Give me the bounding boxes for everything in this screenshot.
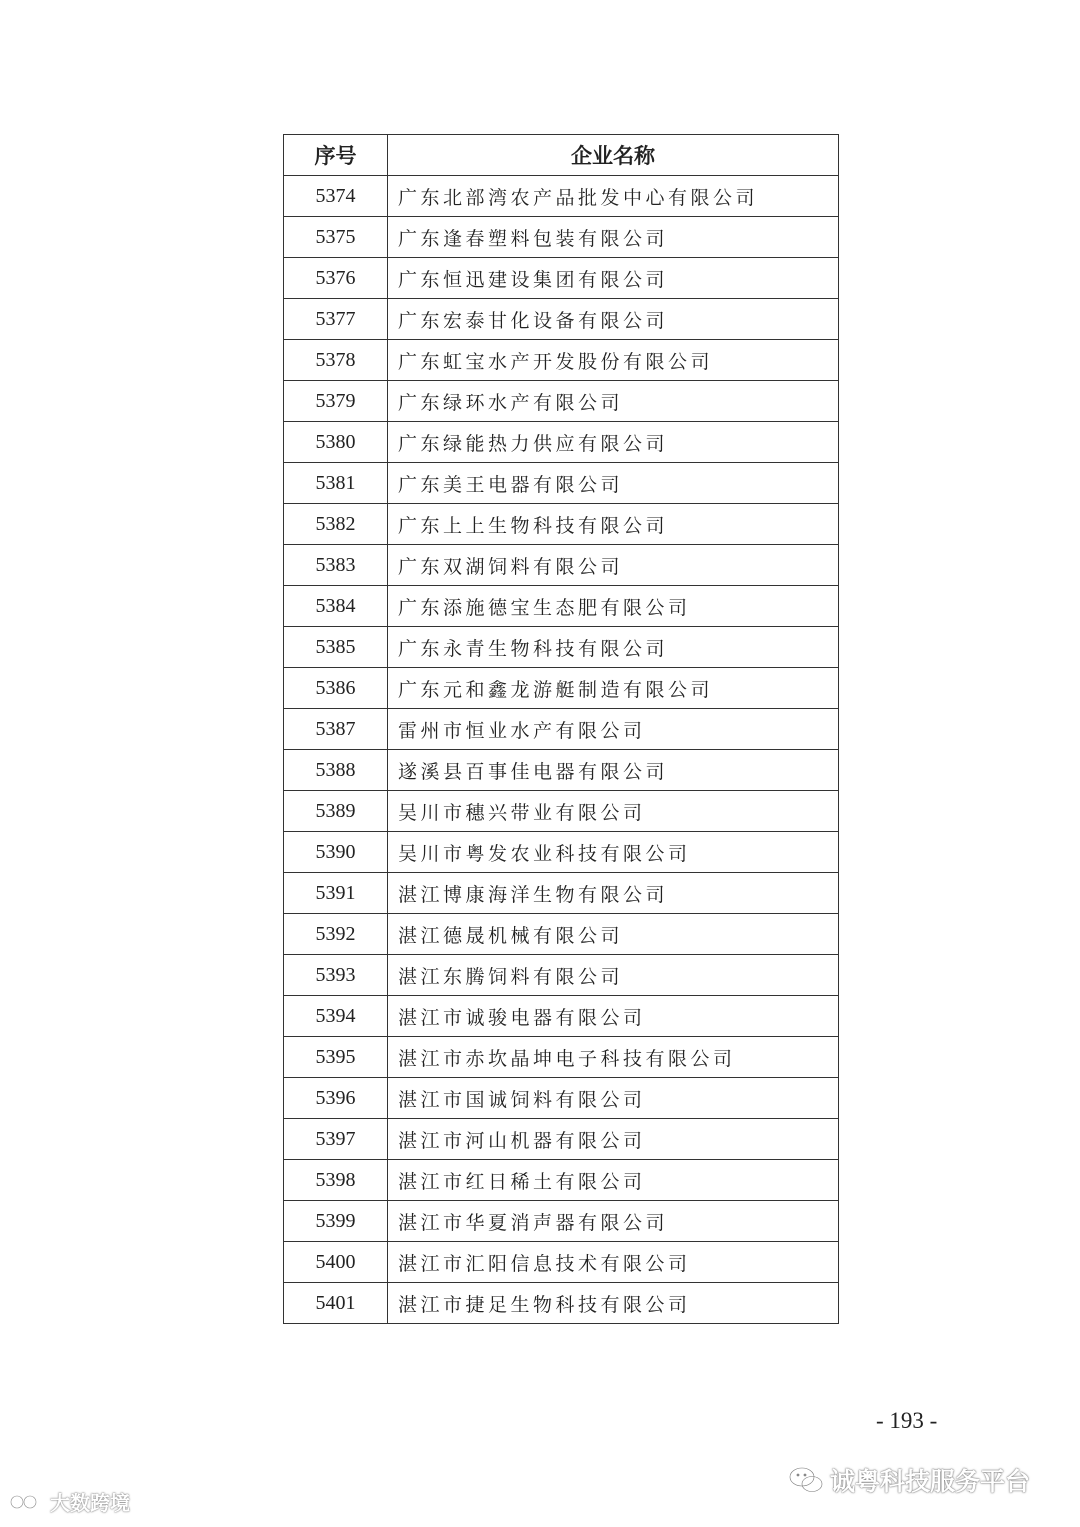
table-row	[284, 1119, 839, 1160]
serial-number-cell: 5380	[284, 422, 388, 463]
serial-number-cell: 5388	[284, 750, 388, 791]
serial-number-cell: 5381	[284, 463, 388, 504]
serial-number-cell: 5378	[284, 340, 388, 381]
table-row	[284, 832, 839, 873]
serial-number-cell: 5387	[284, 709, 388, 750]
serial-number-cell: 5395	[284, 1037, 388, 1078]
serial-number-cell: 5384	[284, 586, 388, 627]
table-row	[284, 750, 839, 791]
company-name-cell: 湛江市赤坎晶坤电子科技有限公司	[388, 1037, 839, 1078]
serial-number-cell: 5391	[284, 873, 388, 914]
serial-number-cell: 5375	[284, 217, 388, 258]
header-serial-number: 序号	[284, 135, 388, 176]
table-row	[284, 1242, 839, 1283]
company-name-cell: 广东永青生物科技有限公司	[388, 627, 839, 668]
company-name-cell: 广东恒迅建设集团有限公司	[388, 258, 839, 299]
serial-number-cell: 5382	[284, 504, 388, 545]
table-row	[284, 791, 839, 832]
table-header-row	[284, 135, 839, 176]
company-name-cell: 广东虹宝水产开发股份有限公司	[388, 340, 839, 381]
company-name-cell: 吴川市穗兴带业有限公司	[388, 791, 839, 832]
company-name-cell: 湛江东腾饲料有限公司	[388, 955, 839, 996]
company-name-cell: 湛江博康海洋生物有限公司	[388, 873, 839, 914]
table-row	[284, 668, 839, 709]
page-number: - 193 -	[876, 1408, 938, 1433]
serial-number-cell: 5385	[284, 627, 388, 668]
table-row	[284, 586, 839, 627]
company-name-cell: 湛江市河山机器有限公司	[388, 1119, 839, 1160]
company-name-cell: 湛江德晟机械有限公司	[388, 914, 839, 955]
table-row	[284, 1037, 839, 1078]
company-name-cell: 湛江市诚骏电器有限公司	[388, 996, 839, 1037]
company-name-cell: 遂溪县百事佳电器有限公司	[388, 750, 839, 791]
serial-number-cell: 5383	[284, 545, 388, 586]
table-row	[284, 422, 839, 463]
company-name-cell: 广东上上生物科技有限公司	[388, 504, 839, 545]
table-row	[284, 996, 839, 1037]
serial-number-cell: 5390	[284, 832, 388, 873]
table-row	[284, 1160, 839, 1201]
company-name-cell: 湛江市红日稀土有限公司	[388, 1160, 839, 1201]
table-row	[284, 1201, 839, 1242]
table-row	[284, 381, 839, 422]
serial-number-cell: 5374	[284, 176, 388, 217]
table-row	[284, 914, 839, 955]
serial-number-cell: 5392	[284, 914, 388, 955]
company-name-cell: 广东宏泰甘化设备有限公司	[388, 299, 839, 340]
table-row	[284, 873, 839, 914]
serial-number-cell: 5397	[284, 1119, 388, 1160]
serial-number-cell: 5398	[284, 1160, 388, 1201]
table-row	[284, 176, 839, 217]
company-name-cell: 湛江市汇阳信息技术有限公司	[388, 1242, 839, 1283]
table-row	[284, 463, 839, 504]
camera-lens-icon	[8, 1489, 46, 1515]
company-name-cell: 广东逢春塑料包装有限公司	[388, 217, 839, 258]
serial-number-cell: 5376	[284, 258, 388, 299]
company-name-cell: 湛江市捷足生物科技有限公司	[388, 1283, 839, 1324]
company-name-cell: 广东添施德宝生态肥有限公司	[388, 586, 839, 627]
company-name-cell: 广东北部湾农产品批发中心有限公司	[388, 176, 839, 217]
table-row	[284, 627, 839, 668]
company-name-cell: 湛江市国诚饲料有限公司	[388, 1078, 839, 1119]
serial-number-cell: 5400	[284, 1242, 388, 1283]
company-name-cell: 湛江市华夏消声器有限公司	[388, 1201, 839, 1242]
serial-number-cell: 5389	[284, 791, 388, 832]
table-row	[284, 1283, 839, 1324]
wechat-icon	[788, 1465, 824, 1495]
serial-number-cell: 5394	[284, 996, 388, 1037]
company-list-table	[283, 134, 839, 1324]
serial-number-cell: 5396	[284, 1078, 388, 1119]
company-name-cell: 广东绿环水产有限公司	[388, 381, 839, 422]
company-name-cell: 雷州市恒业水产有限公司	[388, 709, 839, 750]
serial-number-cell: 5377	[284, 299, 388, 340]
table-row	[284, 340, 839, 381]
watermark-left-text: 大数跨境	[50, 1491, 130, 1515]
table-row	[284, 258, 839, 299]
table-row	[284, 545, 839, 586]
company-name-cell: 吴川市粤发农业科技有限公司	[388, 832, 839, 873]
serial-number-cell: 5386	[284, 668, 388, 709]
table-row	[284, 504, 839, 545]
company-name-cell: 广东双湖饲料有限公司	[388, 545, 839, 586]
watermark-right	[788, 1462, 1030, 1498]
table-row	[284, 299, 839, 340]
serial-number-cell: 5393	[284, 955, 388, 996]
header-company-name: 企业名称	[388, 135, 839, 176]
serial-number-cell: 5379	[284, 381, 388, 422]
table-body	[284, 176, 839, 1324]
table-row	[284, 1078, 839, 1119]
table-row	[284, 955, 839, 996]
company-name-cell: 广东绿能热力供应有限公司	[388, 422, 839, 463]
company-name-cell: 广东美王电器有限公司	[388, 463, 839, 504]
table-row	[284, 709, 839, 750]
serial-number-cell: 5399	[284, 1201, 388, 1242]
table-row	[284, 217, 839, 258]
company-name-cell: 广东元和鑫龙游艇制造有限公司	[388, 668, 839, 709]
watermark-right-text: 诚粤科技服务平台	[830, 1467, 1031, 1496]
watermark-left	[8, 1487, 130, 1516]
serial-number-cell: 5401	[284, 1283, 388, 1324]
